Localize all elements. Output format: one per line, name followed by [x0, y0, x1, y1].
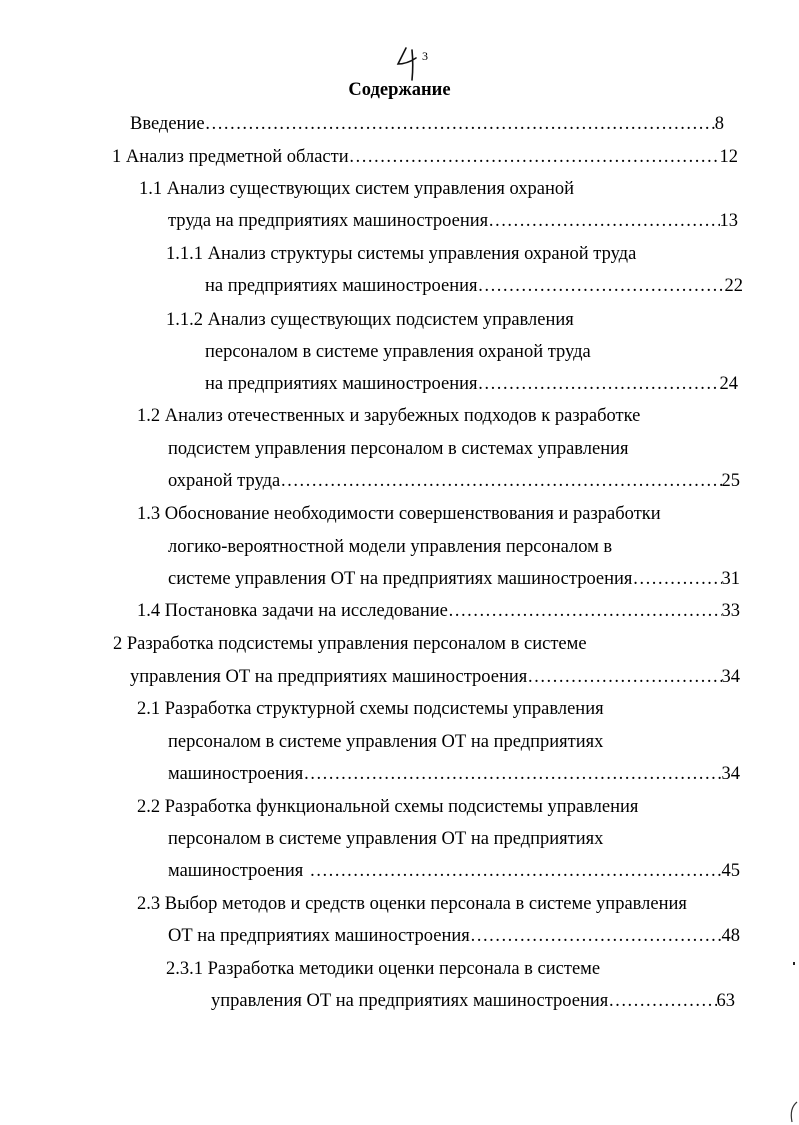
toc-page-number: 25: [721, 471, 740, 491]
toc-entry-text: машиностроения: [168, 861, 304, 881]
toc-entry-text: на предприятиях машиностроения: [205, 276, 478, 296]
scan-edge-mark: [786, 1100, 799, 1125]
toc-entry-1-2[interactable]: [168, 469, 740, 493]
toc-entry-1[interactable]: [112, 145, 738, 169]
toc-entry-1-1-line1[interactable]: 1.1 Анализ существующих систем управления охраной: [139, 179, 575, 199]
toc-entry-2-2[interactable]: [168, 859, 740, 883]
toc-page-number: 48: [721, 926, 740, 946]
toc-entry-1-1-2-line2[interactable]: персоналом в системе управления охраной труда: [205, 342, 591, 362]
toc-page-number: 12: [719, 147, 738, 167]
toc-entry-intro[interactable]: [130, 112, 724, 136]
toc-entry-text: управления ОТ на предприятиях машиностроения: [211, 991, 609, 1011]
toc-entry-1-1-1[interactable]: [205, 274, 743, 298]
toc-entry-2-3-1[interactable]: [211, 989, 735, 1013]
toc-entry-text: управления ОТ на предприятиях машиностроения: [130, 667, 528, 687]
toc-entry-1-2-line2[interactable]: подсистем управления персоналом в системах управления: [168, 439, 629, 459]
dot-leader: [205, 112, 715, 136]
toc-entry-1-4[interactable]: [137, 599, 740, 623]
toc-entry-text: 1.4 Постановка задачи на исследование: [137, 601, 448, 621]
dot-leader: [349, 145, 720, 169]
toc-entry-2[interactable]: [130, 665, 740, 689]
toc-entry-text: 1 Анализ предметной области: [112, 147, 349, 167]
toc-entry-1-1[interactable]: [168, 209, 738, 233]
toc-entry-1-1-1-line1[interactable]: 1.1.1 Анализ структуры системы управления охраной труда: [166, 244, 637, 264]
toc-entry-text: Введение: [130, 114, 205, 134]
toc-entry-2-line1[interactable]: 2 Разработка подсистемы управления персоналом в системе: [113, 634, 587, 654]
toc-entry-2-1-line1[interactable]: 2.1 Разработка структурной схемы подсистемы управления: [137, 699, 604, 719]
toc-page-number: 45: [721, 861, 740, 881]
dot-leader: [478, 274, 725, 298]
toc-entry-2-3-1-line1[interactable]: 2.3.1 Разработка методики оценки персонала в системе: [166, 959, 601, 979]
toc-page-number: 22: [724, 276, 743, 296]
toc-entry-1-3-line1[interactable]: 1.3 Обоснование необходимости совершенствования и разработки: [137, 504, 661, 524]
toc-entry-1-1-2[interactable]: [205, 372, 738, 396]
scan-speck: [793, 962, 795, 965]
toc-entry-text: труда на предприятиях машиностроения: [168, 211, 489, 231]
dot-leader: [470, 924, 722, 948]
toc-page-number: 13: [719, 211, 738, 231]
toc-entry-2-2-line2[interactable]: персоналом в системе управления ОТ на предприятиях: [168, 829, 604, 849]
dot-leader: [478, 372, 720, 396]
toc-entry-1-3[interactable]: [168, 567, 740, 591]
toc-entry-1-1-2-line1[interactable]: 1.1.2 Анализ существующих подсистем управления: [166, 310, 574, 330]
dot-leader: [632, 567, 721, 591]
toc-entry-text: на предприятиях машиностроения: [205, 374, 478, 394]
toc-entry-2-2-line1[interactable]: 2.2 Разработка функциональной схемы подсистемы управления: [137, 797, 639, 817]
dot-leader: [527, 665, 721, 689]
toc-entry-text: машиностроения: [168, 764, 304, 784]
toc-entry-2-3-line1[interactable]: 2.3 Выбор методов и средств оценки персонала в системе управления: [137, 894, 687, 914]
toc-entry-2-1-line2[interactable]: персоналом в системе управления ОТ на предприятиях: [168, 732, 604, 752]
toc-entry-text: охраной труда: [168, 471, 281, 491]
dot-leader: [309, 859, 721, 883]
toc-entry-2-3[interactable]: [168, 924, 740, 948]
dot-leader: [488, 209, 719, 233]
page-title: Содержание: [348, 80, 451, 100]
toc-page-number: 24: [719, 374, 738, 394]
toc-entry-text: ОТ на предприятиях машиностроения: [168, 926, 470, 946]
dot-leader: [608, 989, 716, 1013]
toc-page-number: 34: [721, 764, 740, 784]
toc-page-number: 8: [714, 114, 724, 134]
toc-entry-1-2-line1[interactable]: 1.2 Анализ отечественных и зарубежных подходов к разработке: [137, 406, 641, 426]
toc-entry-2-1[interactable]: [168, 762, 740, 786]
toc-page-number: 34: [721, 667, 740, 687]
toc-page-number: 33: [721, 601, 740, 621]
toc-entry-1-3-line2[interactable]: логико-вероятностной модели управления персоналом в: [168, 537, 613, 557]
dot-leader: [280, 469, 721, 493]
dot-leader: [448, 599, 722, 623]
toc-page-number: 31: [721, 569, 740, 589]
dot-leader: [303, 762, 721, 786]
toc-page-number: 63: [716, 991, 735, 1011]
toc-entry-text: системе управления ОТ на предприятиях машиностроения: [168, 569, 633, 589]
printed-page-number: 3: [422, 49, 428, 63]
